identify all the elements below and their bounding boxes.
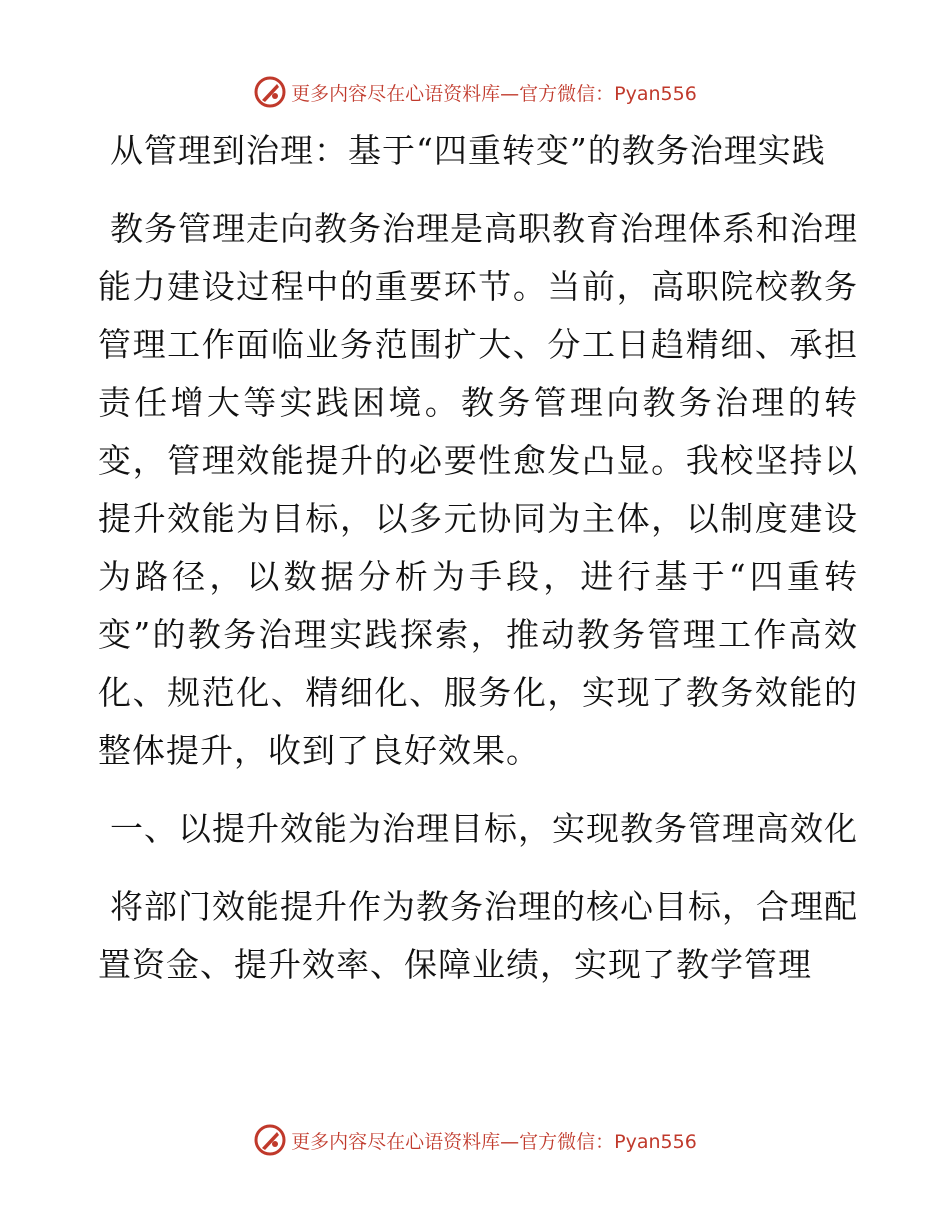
watermark-text: 更多内容尽在心语资料库—官方微信：Pyan556 <box>291 82 697 105</box>
paragraph-intro: 教务管理走向教务治理是高职教育治理体系和治理能力建设过程中的重要环节。当前，高职院校教务管理工作面临业务范围扩大、分工日趋精细、承担责任增大等实践困境。教务管理向教务治理的转变，管理效能提升的必要性愈发凸显。我校坚持以提升效能为目标，以多元协同为主体，以制度建设为路径，以数据分析为手段，进行基于“四重转变”的教务治理实践探索，推动教务管理工作高效化、规范化、精细化、服务化，实现了教务效能的整体提升，收到了良好效果。 <box>98 209 858 770</box>
watermark-id: Pyan556 <box>614 82 697 105</box>
quill-seal-icon <box>253 75 287 109</box>
watermark-footer <box>0 1120 950 1160</box>
watermark-header <box>0 72 950 112</box>
watermark-id: Pyan556 <box>614 1130 697 1153</box>
quill-seal-icon <box>253 1123 287 1157</box>
paragraph-section-1: 将部门效能提升作为教务治理的核心目标，合理配置资金、提升效率、保障业绩，实现了教学管理 <box>98 887 858 984</box>
watermark-text: 更多内容尽在心语资料库—官方微信：Pyan556 <box>291 1130 697 1153</box>
document-body <box>98 122 858 994</box>
document-title: 从管理到治理：基于“四重转变”的教务治理实践 <box>110 131 826 170</box>
section-heading-1: 一、以提升效能为治理目标，实现教务管理高效化 <box>110 809 858 848</box>
